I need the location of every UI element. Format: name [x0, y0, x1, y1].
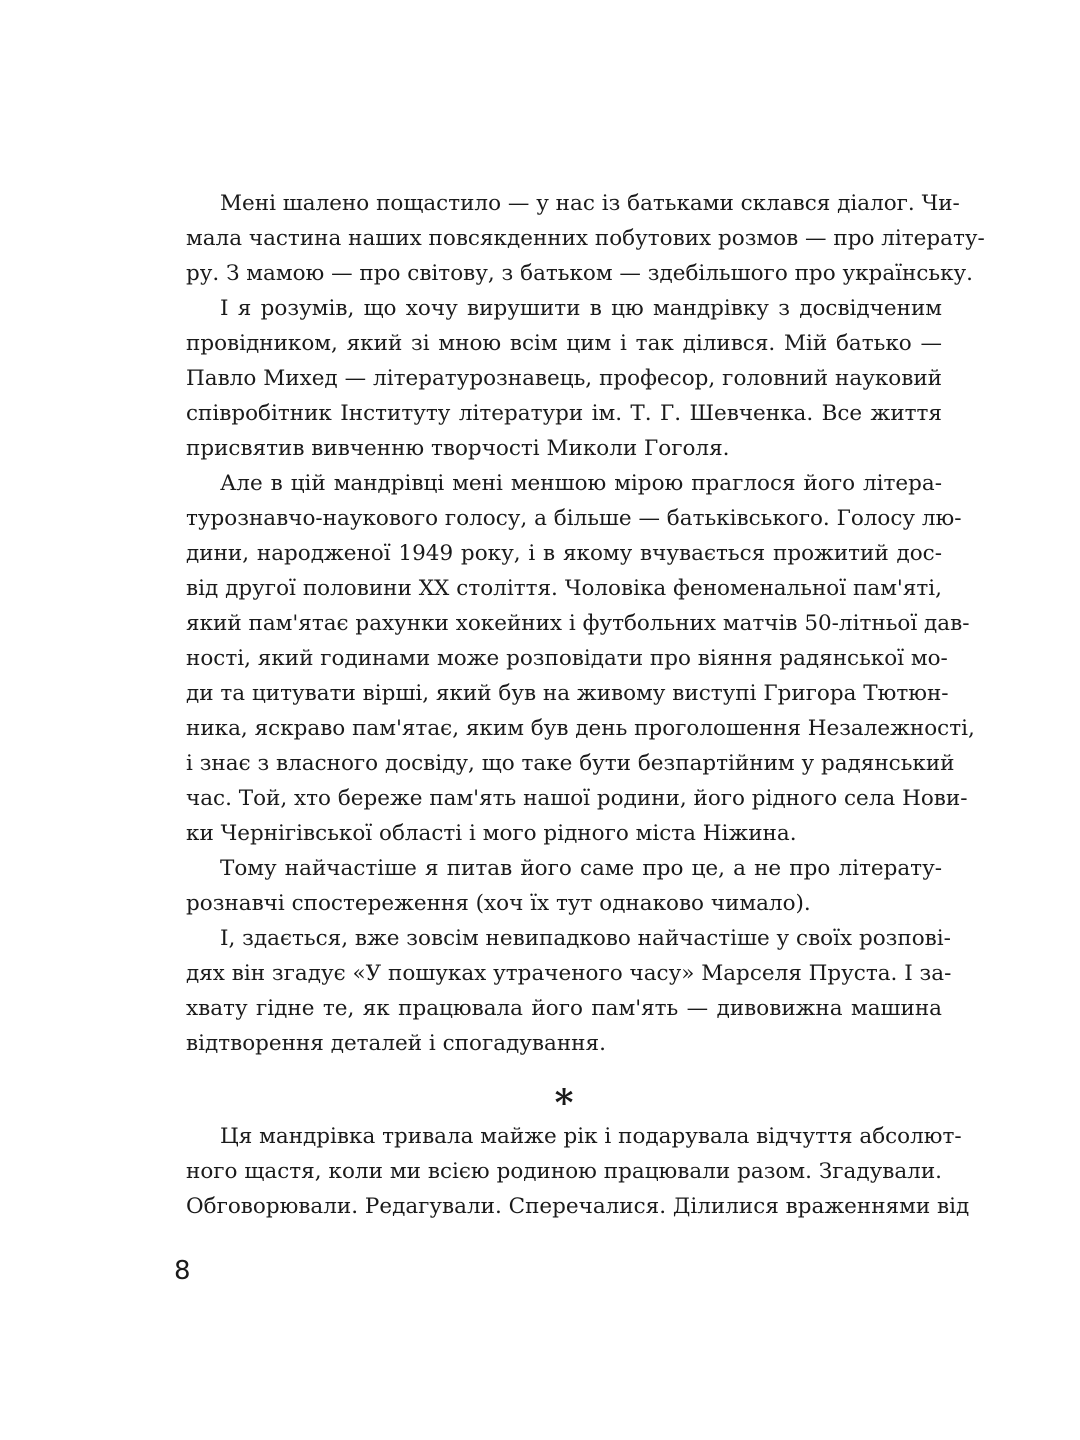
paragraph	[186, 851, 942, 921]
text-line: ності, який годинами може розповідати про віяння радянської мо-	[186, 646, 948, 671]
text-line: присвятив вивченню творчості Миколи Гоголя.	[186, 436, 730, 461]
text-line: від другої половини XX століття. Чоловіка феноменальної пам'яті,	[186, 576, 942, 601]
text-line: який пам'ятає рахунки хокейних і футбольних матчів 50-літньої дав-	[186, 611, 970, 636]
text-line: дини, народженої 1949 року, і в якому вчувається прожитий дос-	[186, 541, 942, 566]
text-section-after-separator	[186, 1119, 970, 1224]
text-line: співробітник Інституту літератури ім. Т. Г. Шевченка. Все життя	[186, 401, 942, 426]
paragraph	[186, 291, 942, 466]
text-line: Павло Михед — літературознавець, професор, головний науковий	[186, 366, 942, 391]
paragraph	[186, 921, 952, 1061]
text-line: ки Чернігівської області і мого рідного міста Ніжина.	[186, 821, 797, 846]
text-line: ди та цитувати вірші, який був на живому виступі Григора Тютюн-	[186, 681, 949, 706]
text-line: час. Той, хто береже пам'ять нашої родини, його рідного села Нови-	[186, 786, 968, 811]
text-line: ного щастя, коли ми всією родиною працювали разом. Згадували.	[186, 1159, 942, 1184]
paragraph	[186, 466, 975, 851]
text-line: І я розумів, що хочу вирушити в цю мандрівку з досвідченим	[220, 296, 942, 321]
paragraph	[186, 186, 985, 291]
text-line: турознавчо-наукового голосу, а більше — батьківського. Голосу лю-	[186, 506, 962, 531]
text-line: мала частина наших повсякденних побутових розмов — про літерату-	[186, 226, 985, 251]
text-line: ника, яскраво пам'ятає, яким був день проголошення Незалежності,	[186, 716, 975, 741]
text-line: рознавчі спостереження (хоч їх тут однаково чимало).	[186, 891, 811, 916]
text-line: Обговорювали. Редагували. Сперечалися. Ділилися враженнями від	[186, 1194, 970, 1219]
text-line: Мені шалено пощастило — у нас із батьками склався діалог. Чи-	[220, 191, 960, 216]
text-line: провідником, який зі мною всім цим і так ділився. Мій батько —	[186, 331, 942, 356]
text-line: і знає з власного досвіду, що таке бути безпартійним у радянський	[186, 751, 955, 776]
text-line: відтворення деталей і спогадування.	[186, 1031, 606, 1056]
paragraph	[186, 1119, 970, 1224]
text-line: хвату гідне те, як працювала його пам'ять — дивовижна машина	[186, 996, 942, 1021]
text-line: ру. З мамою — про світову, з батьком — здебільшого про українську.	[186, 261, 974, 286]
text-line: І, здається, вже зовсім невипадково найчастіше у своїх розпові-	[220, 926, 951, 951]
body-text	[186, 186, 985, 1224]
text-section-before-separator	[186, 186, 985, 1061]
page-number: 8	[174, 1256, 191, 1286]
text-line: Тому найчастіше я питав його саме про це, а не про літерату-	[220, 856, 942, 881]
text-line: Але в цій мандрівці мені меншою мірою праглося його літера-	[220, 471, 942, 496]
text-line: дях він згадує «У пошуках утраченого часу» Марселя Пруста. І за-	[186, 961, 952, 986]
text-line: Ця мандрівка тривала майже рік і подарувала відчуття абсолют-	[220, 1124, 962, 1149]
section-separator-asterisk: *	[554, 1082, 574, 1124]
